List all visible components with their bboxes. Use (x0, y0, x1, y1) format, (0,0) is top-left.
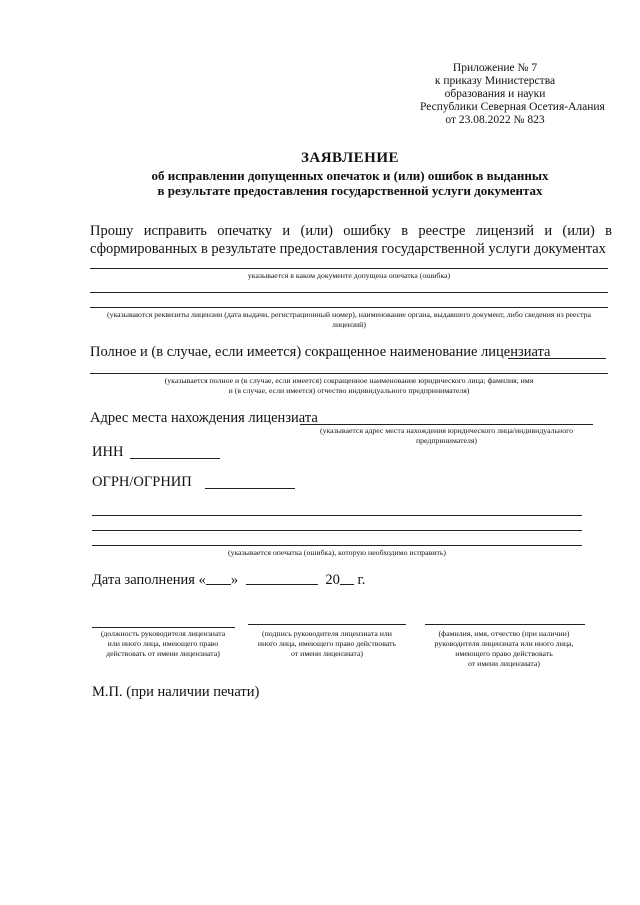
ogrn-field-line[interactable] (205, 488, 295, 489)
address-label: Адрес места нахождения лицензиата (90, 410, 318, 426)
date-year-blank[interactable] (340, 572, 354, 585)
document-field-caption: указывается в каком документе допущена опечатка (ошибка) (247, 271, 451, 280)
full-name-caption-line-2: руководителя лицензиата или иного лица, (434, 639, 574, 648)
form-title: ЗАЯВЛЕНИЕ (300, 150, 400, 166)
stamp-label: М.П. (при наличии печати) (92, 684, 260, 700)
document-field-line[interactable] (90, 268, 608, 269)
inn-field-line[interactable] (130, 458, 220, 459)
position-caption (86, 629, 240, 659)
signature-line[interactable] (248, 624, 406, 625)
full-name-caption (418, 629, 590, 669)
full-name-caption-line-3: имеющего право действовать (455, 649, 553, 658)
licensee-name-label: Полное и (в случае, если имеется) сокращенное наименование лицензиата (90, 344, 551, 360)
appendix-ministry: образования и науки (444, 88, 546, 100)
appendix-republic: Республики Северная Осетия-Алания (420, 101, 605, 113)
form-subtitle-line-1: об исправлении допущенных опечаток и (или) ошибок в выданных (151, 168, 549, 183)
typo-field-line-2[interactable] (92, 530, 582, 531)
appendix-header (420, 62, 605, 127)
signature-caption-line-1: (подпись руководителя лицензиата или (262, 629, 392, 638)
appendix-number: Приложение № 7 (452, 62, 538, 74)
position-caption-line-1: (должность руководителя лицензиата (100, 629, 226, 638)
date-month-blank[interactable] (246, 572, 318, 585)
position-signature-line[interactable] (92, 627, 235, 628)
appendix-date: от 23.08.2022 № 823 (445, 114, 545, 126)
typo-field-line-3[interactable] (92, 545, 582, 546)
typo-caption: (указывается опечатка (ошибка), которую необходимо исправить) (227, 548, 447, 557)
licensee-name-caption-2: и (в случае, если имеется) отчество индивидуального предпринимателя) (228, 386, 470, 395)
license-field-caption: (указываются реквизиты лицензии (дата выдачи, регистрационный номер), наименование органа, выдавшего документ, либо сведения из реестра лицензий) (107, 310, 591, 329)
full-name-caption-line-4: от имени лицензиата) (468, 659, 540, 668)
licensee-name-field-line[interactable] (90, 373, 608, 374)
address-caption-1: (указывается адрес места нахождения юридического лица/индивидуального (319, 426, 574, 435)
full-name-signature-line[interactable] (425, 624, 585, 625)
form-subtitle-line-2: в результате предоставления государственной услуги документах (157, 183, 543, 198)
position-caption-line-3: действовать от имени лицензиата) (106, 649, 220, 658)
address-field-line[interactable] (300, 424, 593, 425)
license-field-line-1[interactable] (90, 292, 608, 293)
inn-label: ИНН (92, 444, 124, 460)
licensee-name-caption-1: (указывается полное и (в случае, если имеется) сокращенное наименование юридического лица; фамилия, имя (164, 376, 534, 385)
request-text: Прошу исправить опечатку и (или) ошибку в реестре лицензий и (или) в сформированных в результате предоставления государственной услуги документах (90, 223, 612, 257)
ogrn-label: ОГРН/ОГРНИП (92, 474, 192, 490)
signature-caption-line-3: от имени лицензиата) (291, 649, 363, 658)
typo-field-line-1[interactable] (92, 515, 582, 516)
date-quote-close: » (230, 572, 239, 588)
signature-caption-line-2: иного лица, имеющего право действовать (257, 639, 397, 648)
date-day-blank[interactable] (206, 572, 231, 585)
full-name-caption-line-1: (фамилия, имя, отчество (при наличии) (438, 629, 570, 638)
licensee-name-inline-line[interactable] (508, 358, 606, 359)
date-suffix: г. (357, 572, 366, 588)
address-caption-2: предпринимателя) (415, 436, 478, 445)
license-field-line-2[interactable] (90, 307, 608, 308)
signature-caption (244, 629, 410, 659)
appendix-order-ref: к приказу Министерства (434, 75, 556, 87)
date-prefix: Дата заполнения « (92, 572, 206, 588)
position-caption-line-2: или иного лица, имеющего право (107, 639, 219, 648)
date-year-prefix: 20 (325, 572, 340, 588)
date-label (92, 572, 365, 589)
